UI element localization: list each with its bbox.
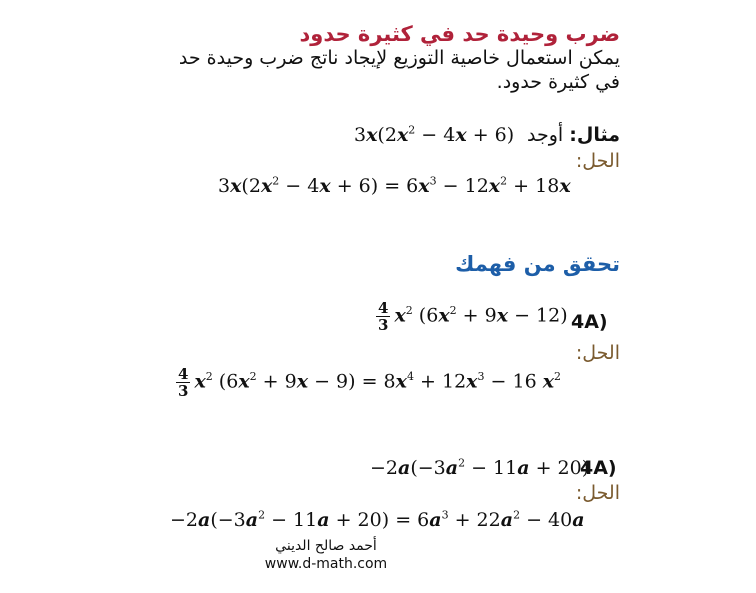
intro-line-2: في كثيرة حدود. — [496, 71, 620, 93]
problem2-expression: $-2a(-3a^2 - 11a + 20)$ — [370, 456, 590, 479]
problem2-solution-label: الحل: — [575, 482, 620, 504]
example-expression: $3x(2x^2 - 4x + 6)$ — [354, 123, 515, 146]
example-label: مثال: — [569, 124, 620, 146]
example-prompt — [527, 124, 620, 146]
problem2-number: 4A) — [580, 457, 617, 479]
problem1-number: 4A) — [571, 311, 608, 333]
example-solution: $3x(2x^2 - 4x + 6) = 6x^3 - 12x^2 + 18x$ — [218, 174, 571, 197]
problem1-expression: $\frac{4}{3}$ $x^2$ $(6x^2 + 9x - 12)$ — [378, 299, 568, 334]
check-title: تحقق من فهمك — [455, 252, 620, 276]
intro-line-1: يمكن استعمال خاصية التوزيع لإيجاد ناتج ضرب وحيدة حد — [178, 47, 620, 69]
footer-website: www.d-math.com — [264, 556, 388, 572]
intro-paragraph — [179, 46, 620, 94]
fraction: $\frac{4}{3}$ — [378, 299, 389, 334]
page-title: ضرب وحيدة حد في كثيرة حدود — [299, 22, 620, 46]
example-text: أوجد — [527, 124, 564, 146]
footer-author: أحمد صالح الديني — [275, 538, 377, 554]
example-solution-label: الحل: — [575, 150, 620, 172]
problem1-solution-label: الحل: — [575, 342, 620, 364]
problem2-solution: $-2a(-3a^2 - 11a + 20) = 6a^3 + 22a^2 - 40a$ — [170, 508, 585, 531]
fraction: $\frac{4}{3}$ — [178, 365, 189, 400]
problem1-solution: $\frac{4}{3}$ $x^2$ $(6x^2 + 9x - 9) = 8x^4 + 12x^3 - 16$ $x^2$ — [178, 365, 562, 400]
